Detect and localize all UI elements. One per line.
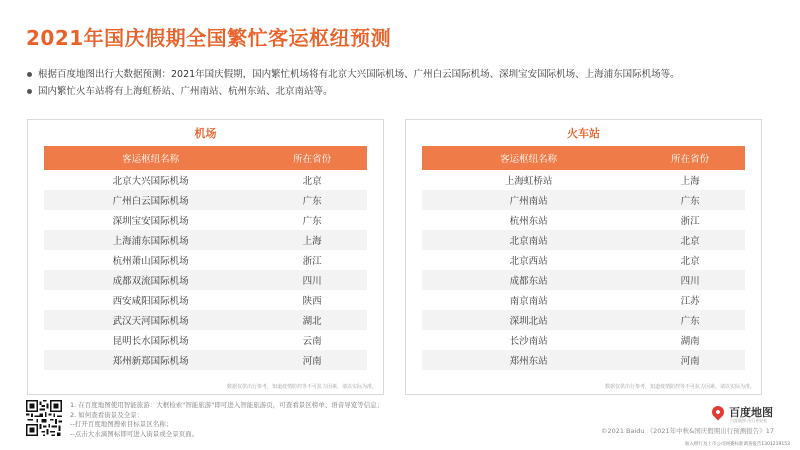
airport-table xyxy=(44,146,367,370)
province-cell: 浙江 xyxy=(302,256,322,267)
footnote-line: 2. 如何查看街景及全景： xyxy=(70,410,144,419)
table-row xyxy=(422,290,745,310)
province-cell: 云南 xyxy=(302,336,322,347)
province-cell: 广东 xyxy=(635,310,745,330)
province-cell: 河南 xyxy=(635,350,745,370)
footnotes xyxy=(70,401,383,439)
hub-name-cell: 广州南站 xyxy=(422,190,635,210)
footnote-line: --点击大水滴图标即可进入街景或全景页面。 xyxy=(70,429,199,438)
column-header-province: 所在省份 xyxy=(635,146,745,170)
footnote-line: 1. 在百度地图使用智能旅游：大框检索"智能旅游"即可进入智能旅游页，可查看景区榜单、语音导览等信息； xyxy=(70,401,384,409)
summary-bullets xyxy=(26,66,680,100)
station-panel xyxy=(405,119,762,395)
airport-panel-heading: 机场 xyxy=(194,127,217,140)
table-row xyxy=(422,210,745,230)
map-pin-icon xyxy=(710,404,727,421)
airport-data-note: 数据仅供出行参考，知道疫情防控等不可抗力因素，请以实际为准。 xyxy=(226,384,377,390)
logo-subtitle: 百度地图 出行更轻松 xyxy=(730,418,768,423)
table-row xyxy=(422,170,745,190)
hub-name-cell: 南京南站 xyxy=(509,296,548,307)
province-cell: 广东 xyxy=(635,190,745,210)
hub-name-cell: 西安咸阳国际机场 xyxy=(112,296,189,307)
bullet-stations: 国内繁忙火车站将有上海虹桥站、广州南站、杭州东站、北京南站等。 xyxy=(26,83,680,100)
bullet-airports: 根据百度地图出行大数据预测：2021年国庆假期，国内繁忙机场将有北京大兴国际机场、广州白云国际机场、深圳宝安国际机场、上海浦东国际机场等。 xyxy=(26,66,680,83)
station-panel-heading: 火车站 xyxy=(567,127,600,140)
table-row xyxy=(422,270,745,290)
hub-name-cell: 成都东站 xyxy=(422,270,635,290)
footnote-line: --打开百度地图搜索目标景区名称； xyxy=(70,420,173,428)
hub-name-cell: 北京南站 xyxy=(422,230,635,250)
table-header-row xyxy=(422,146,745,170)
table-row xyxy=(422,250,745,270)
table-row xyxy=(422,310,745,330)
table-row xyxy=(422,350,745,370)
province-cell: 北京 xyxy=(635,230,745,250)
logo-text: 百度地图 xyxy=(729,406,773,419)
icp-footer: 加入组行及上市公司网赛标准调查报告1301219153 xyxy=(684,442,790,447)
table-row xyxy=(44,330,367,350)
column-header-name: 客运枢纽名称 xyxy=(44,146,257,170)
table-row xyxy=(422,230,745,250)
table-row xyxy=(44,250,367,270)
table-row xyxy=(422,330,745,350)
hub-name-cell: 上海虹桥站 xyxy=(504,176,553,187)
hub-name-cell: 北京大兴国际机场 xyxy=(112,176,189,187)
hub-name-cell: 成都双流国际机场 xyxy=(44,270,257,290)
table-row xyxy=(44,210,367,230)
hub-name-cell: 广州白云国际机场 xyxy=(44,190,257,210)
province-cell: 上海 xyxy=(680,176,700,187)
province-cell: 四川 xyxy=(635,270,745,290)
station-table xyxy=(422,146,745,370)
station-data-note: 数据仅供出行参考，知道疫情防控等不可抗力因素，请以实际为准。 xyxy=(604,384,755,390)
province-cell: 浙江 xyxy=(680,216,700,227)
hub-name-cell: 杭州东站 xyxy=(509,216,548,227)
table-row xyxy=(44,290,367,310)
province-cell: 四川 xyxy=(257,270,367,290)
province-cell: 北京 xyxy=(302,176,322,187)
hub-name-cell: 深圳宝安国际机场 xyxy=(112,216,189,227)
column-header-province: 所在省份 xyxy=(257,146,367,170)
hub-name-cell: 上海浦东国际机场 xyxy=(44,230,257,250)
hub-name-cell: 郑州新郑国际机场 xyxy=(44,350,257,370)
hub-name-cell: 长沙南站 xyxy=(509,336,548,347)
province-cell: 陕西 xyxy=(302,296,322,307)
province-cell: 湖北 xyxy=(257,310,367,330)
province-cell: 河南 xyxy=(257,350,367,370)
copyright-footer: ©2021 Baidu 《2021年中秋&国庆假期出行预测报告》17 xyxy=(600,427,774,435)
hub-name-cell: 昆明长水国际机场 xyxy=(112,336,189,347)
province-cell: 上海 xyxy=(257,230,367,250)
airport-panel xyxy=(27,119,384,395)
province-cell: 广东 xyxy=(257,190,367,210)
table-row xyxy=(44,270,367,290)
table-row xyxy=(44,170,367,190)
hub-name-cell: 北京西站 xyxy=(509,256,548,267)
hub-name-cell: 武汉天河国际机场 xyxy=(44,310,257,330)
hub-name-cell: 杭州萧山国际机场 xyxy=(112,256,189,267)
column-header-name: 客运枢纽名称 xyxy=(422,146,635,170)
page-title: 2021年国庆假期全国繁忙客运枢纽预测 xyxy=(26,26,392,50)
table-row xyxy=(44,230,367,250)
province-cell: 广东 xyxy=(302,216,322,227)
qr-code-icon xyxy=(26,400,62,436)
province-cell: 江苏 xyxy=(680,296,700,307)
table-row xyxy=(44,350,367,370)
table-row xyxy=(44,310,367,330)
province-cell: 北京 xyxy=(680,256,700,267)
table-row xyxy=(44,190,367,210)
hub-name-cell: 深圳北站 xyxy=(422,310,635,330)
province-cell: 湖南 xyxy=(680,336,700,347)
table-row xyxy=(422,190,745,210)
hub-name-cell: 郑州东站 xyxy=(422,350,635,370)
table-header-row xyxy=(44,146,367,170)
